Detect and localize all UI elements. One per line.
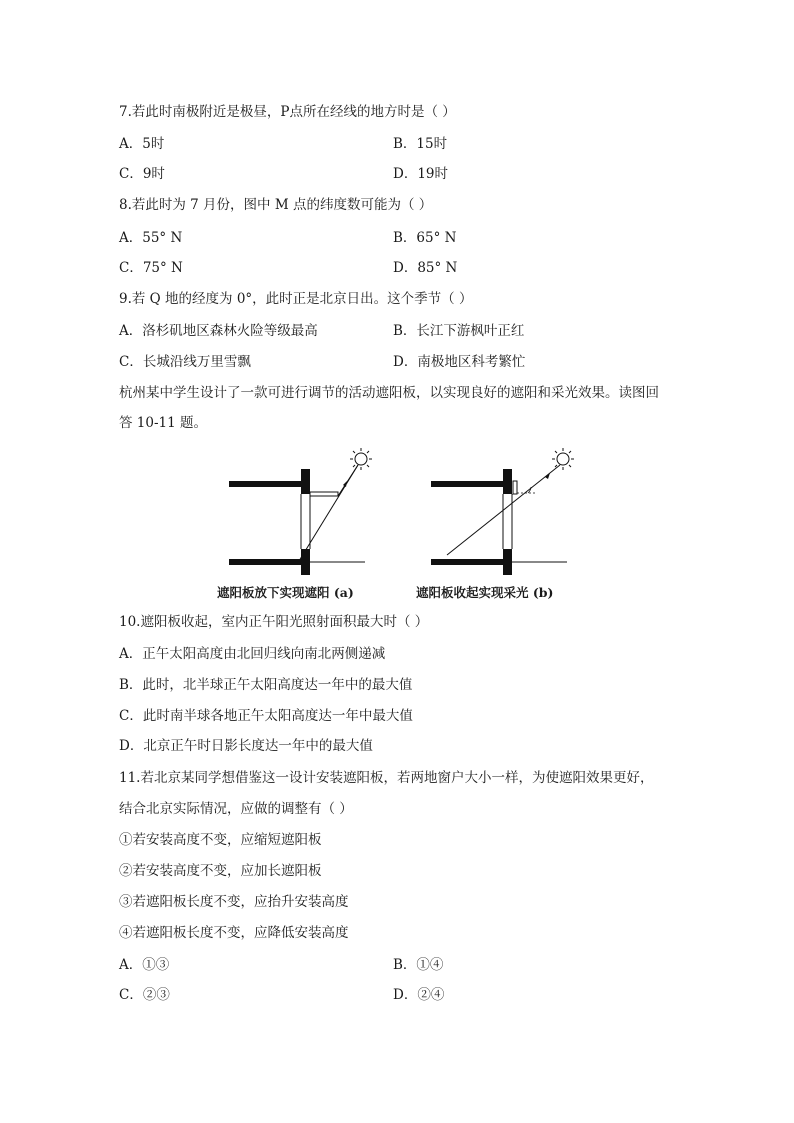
q11-option-d: D．②④: [393, 987, 445, 1003]
q11-option-c: C．②③: [119, 987, 170, 1003]
q11-stem-line-1: 11.若北京某同学想借鉴这一设计安装遮阳板，若两地窗户大小一样，为使遮阳效果更好，: [119, 770, 654, 786]
q11-statement-2: ②若安装高度不变，应加长遮阳板: [119, 863, 322, 879]
q10-option-b: B．此时，北半球正午太阳高度达一年中的最大值: [119, 677, 413, 693]
q8-stem: 8.若此时为 7 月份，图中 M 点的纬度数可能为（ ）: [119, 197, 433, 213]
q11-statement-4: ④若遮阳板长度不变，应降低安装高度: [119, 925, 349, 941]
figure-caption-a: 遮阳板放下实现遮阳 (a): [217, 585, 354, 600]
diagram-b: [431, 448, 574, 575]
q7-option-c: C．9时: [119, 166, 165, 182]
q9-stem: 9.若 Q 地的经度为 0°，此时正是北京日出。这个季节（ ）: [119, 291, 473, 307]
q7-option-d: D．19时: [393, 166, 449, 182]
q9-option-b: B．长江下游枫叶正红: [393, 323, 525, 339]
q10-option-c: C．此时南半球各地正午太阳高度达一年中最大值: [119, 708, 413, 724]
q11-option-a: A．①③: [119, 957, 170, 973]
q10-stem: 10.遮阳板收起，室内正午阳光照射面积最大时（ ）: [119, 614, 429, 630]
q11-option-b: B．①④: [393, 957, 444, 973]
sunshade-diagram: [215, 437, 585, 587]
q8-option-a: A．55° N: [119, 230, 183, 246]
q8-option-b: B．65° N: [393, 230, 457, 246]
figure-caption-b: 遮阳板收起实现采光 (b): [416, 585, 554, 600]
q11-stem-line-2: 结合北京实际情况，应做的调整有（ ）: [119, 801, 353, 817]
intro-line-1: 杭州某中学生设计了一款可进行调节的活动遮阳板，以实现良好的遮阳和采光效果。读图回: [119, 385, 659, 401]
q10-option-d: D．北京正午时日影长度达一年中的最大值: [119, 738, 373, 754]
q7-option-a: A．5时: [119, 136, 165, 152]
diagram-a: [229, 448, 372, 575]
q8-option-c: C．75° N: [119, 260, 183, 276]
q10-option-a: A．正午太阳高度由北回归线向南北两侧递减: [119, 646, 386, 662]
q7-stem: 7.若此时南极附近是极昼，P点所在经线的地方时是（ ）: [119, 104, 456, 120]
sunshade-figure: [215, 437, 585, 607]
q9-option-a: A．洛杉矶地区森林火险等级最高: [119, 323, 318, 339]
q11-statement-1: ①若安装高度不变，应缩短遮阳板: [119, 832, 322, 848]
q9-option-c: C．长城沿线万里雪飘: [119, 354, 251, 370]
q11-statement-3: ③若遮阳板长度不变，应抬升安装高度: [119, 894, 349, 910]
q7-option-b: B．15时: [393, 136, 448, 152]
intro-line-2: 答 10-11 题。: [119, 415, 208, 431]
q9-option-d: D．南极地区科考繁忙: [393, 354, 526, 370]
q8-option-d: D．85° N: [393, 260, 458, 276]
